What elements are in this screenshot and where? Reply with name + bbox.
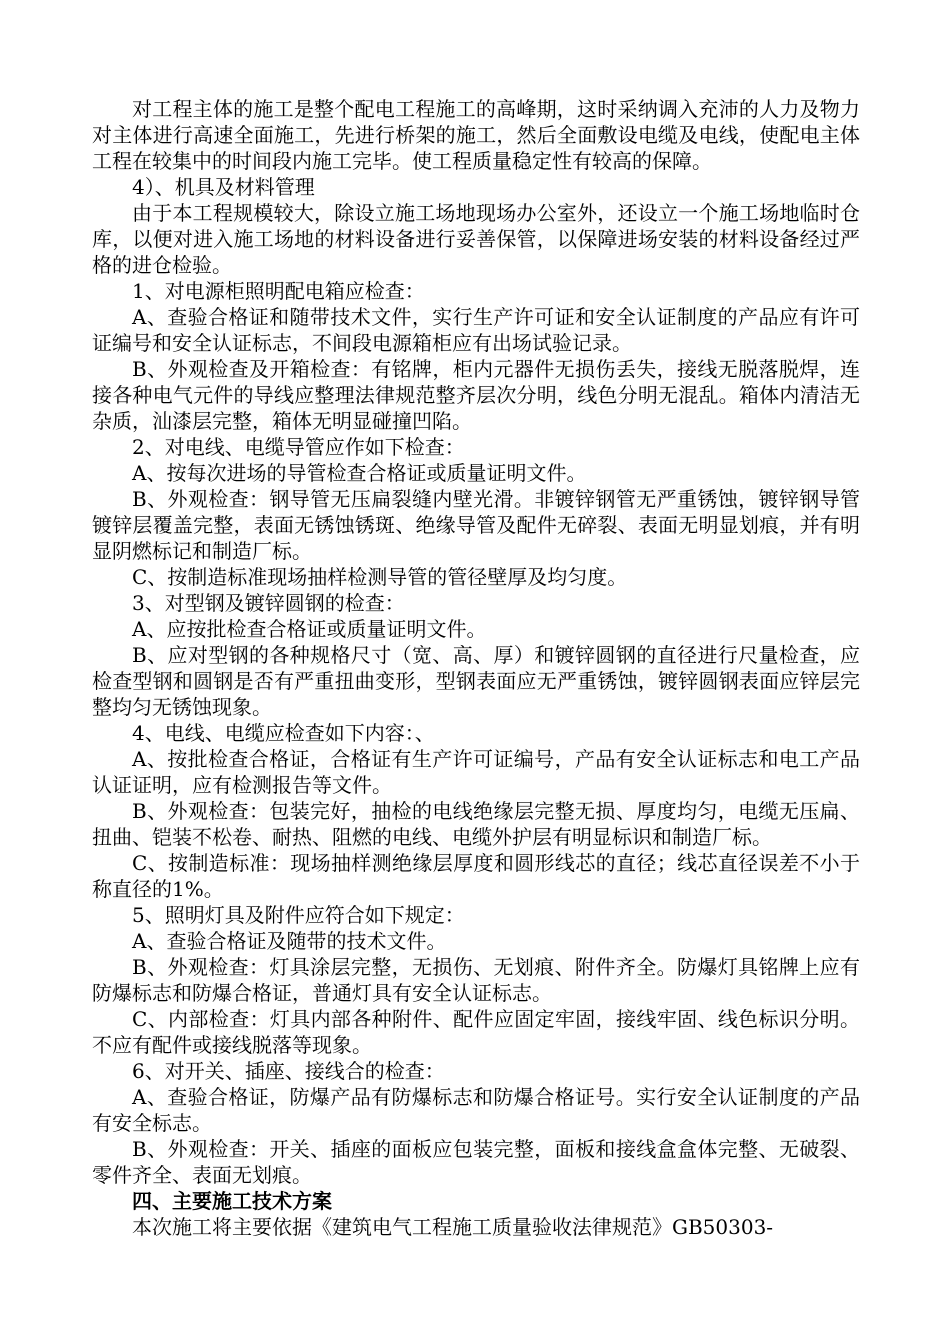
paragraph: 4）、机具及材料管理 [132, 175, 315, 199]
paragraph: A、查验合格证及随带的技术文件。 [132, 929, 447, 953]
paragraph: 3、对型钢及镀锌圆钢的检查： [132, 591, 405, 615]
paragraph: B、外观检查及开箱检查：有铭牌，柜内元器件无损伤丢失，接线无脱落脱焊，连接各种电气元件的导线应整理法律规范整齐层次分明，线色分明无混乱。箱体内清洁无杂质，汕漆层完整，箱体无明显碰撞凹陷。 [92, 357, 860, 433]
paragraph: A、按每次进场的导管检查合格证或质量证明文件。 [132, 461, 587, 485]
paragraph: A、查验合格证，防爆产品有防爆标志和防爆合格证号。实行安全认证制度的产品有安全标志。 [92, 1085, 860, 1135]
paragraph: 由于本工程规模较大，除设立施工场地现场办公室外，还设立一个施工场地临时仓库，以便对进入施工场地的材料设备进行妥善保管，以保障进场安装的材料设备经过严格的进仓检验。 [92, 201, 860, 277]
paragraph: B、应对型钢的各种规格尺寸（宽、高、厚）和镀锌圆钢的直径进行尺量检查，应检查型钢和圆钢是否有严重扭曲变形，型钢表面应无严重锈蚀，镀锌圆钢表面应锌层完整均匀无锈蚀现象。 [92, 643, 860, 719]
paragraph: C、按制造标准：现场抽样测绝缘层厚度和圆形线芯的直径；线芯直径误差不小于称直径的1%。 [92, 851, 860, 901]
section-heading: 四、主要施工技术方案 [132, 1189, 332, 1213]
paragraph: C、内部检查：灯具内部各种附件、配件应固定牢固，接线牢固、线色标识分明。不应有配件或接线脱落等现象。 [92, 1007, 860, 1057]
paragraph: 1、对电源柜照明配电箱应检查： [132, 279, 425, 303]
paragraph: A、按批检查合格证，合格证有生产许可证编号，产品有安全认证标志和电工产品认证证明，应有检测报告等文件。 [92, 747, 860, 797]
paragraph: A、查验合格证和随带技术文件，实行生产许可证和安全认证制度的产品应有许可证编号和安全认证标志，不间段电源箱柜应有出场试验记录。 [92, 305, 860, 355]
paragraph: 5、照明灯具及附件应符合如下规定： [132, 903, 465, 927]
paragraph: 2、对电线、电缆导管应作如下检查： [132, 435, 465, 459]
paragraph: 6、对开关、插座、接线合的检查： [132, 1059, 445, 1083]
paragraph: B、外观检查：开关、插座的面板应包装完整，面板和接线盒盒体完整、无破裂、零件齐全、表面无划痕。 [92, 1137, 860, 1187]
paragraph: 4、电线、电缆应检查如下内容：、 [132, 721, 435, 745]
paragraph: 本次施工将主要依据《建筑电气工程施工质量验收法律规范》GB50303- [132, 1215, 774, 1239]
paragraph: 对工程主体的施工是整个配电工程施工的高峰期，这时采纳调入充沛的人力及物力对主体进行高速全面施工，先进行桥架的施工，然后全面敷设电缆及电线，使配电主体工程在较集中的时间段内施工完毕。使工程质量稳定性有较高的保障。 [92, 97, 860, 173]
paragraph: B、外观检查：灯具涂层完整，无损伤、无划痕、附件齐全。防爆灯具铭牌上应有防爆标志和防爆合格证，普通灯具有安全认证标志。 [92, 955, 860, 1005]
paragraph: C、按制造标准现场抽样检测导管的管径壁厚及均匀度。 [132, 565, 628, 589]
document-body [92, 96, 860, 1240]
paragraph: B、外观检查：包装完好，抽检的电线绝缘层完整无损、厚度均匀，电缆无压扁、扭曲、铠装不松卷、耐热、阻燃的电线、电缆外护层有明显标识和制造厂标。 [92, 799, 860, 849]
paragraph: A、应按批检查合格证或质量证明文件。 [132, 617, 487, 641]
paragraph: B、外观检查：钢导管无压扁裂缝内壁光滑。非镀锌钢管无严重锈蚀，镀锌钢导管镀锌层覆盖完整，表面无锈蚀锈斑、绝缘导管及配件无碎裂、表面无明显划痕，并有明显阴燃标记和制造厂标。 [92, 487, 860, 563]
